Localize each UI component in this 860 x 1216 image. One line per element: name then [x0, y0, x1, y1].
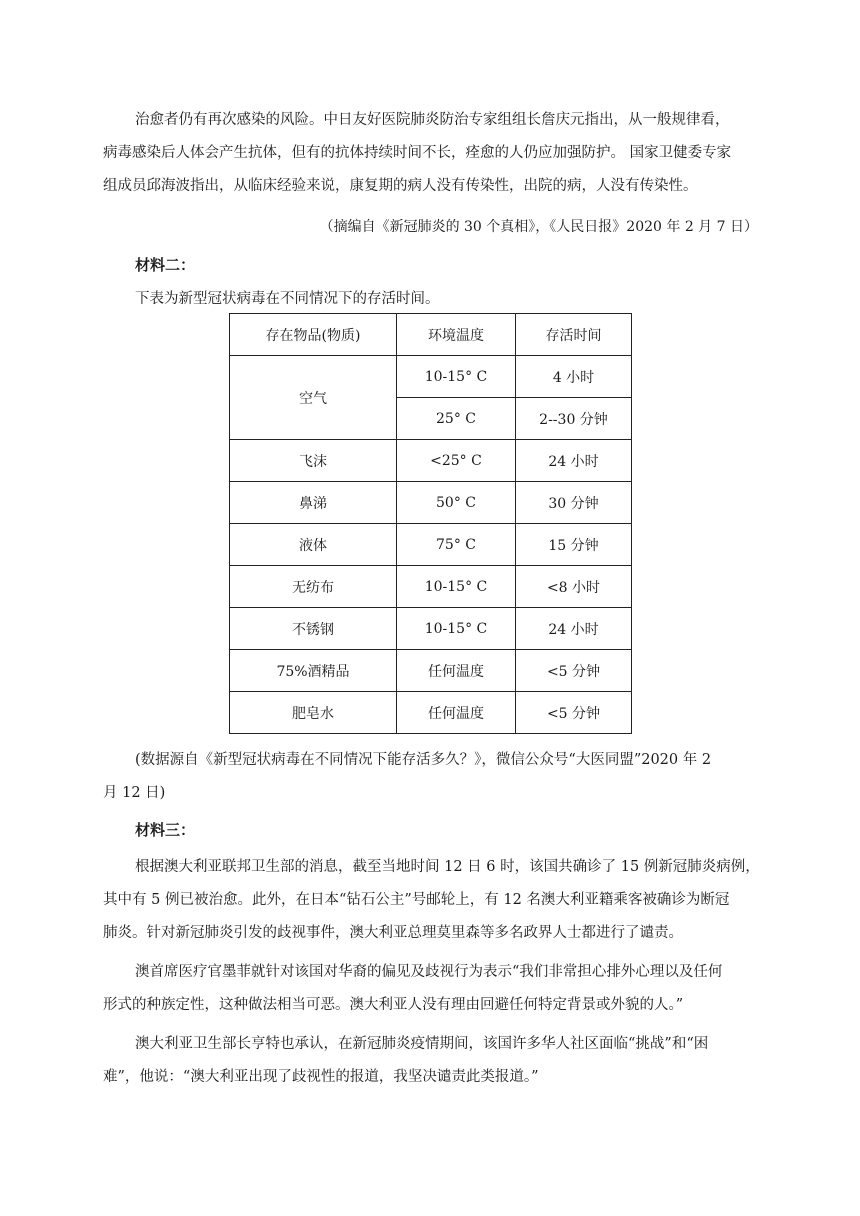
cell-item: 75%酒精品 — [230, 650, 397, 692]
cell-survival-time: 2--30 分钟 — [516, 398, 632, 440]
cell-temperature: 50° C — [397, 482, 516, 524]
table-row — [230, 608, 632, 650]
cell-temperature: 10-15° C — [397, 608, 516, 650]
table-row — [230, 692, 632, 734]
material2-intro: 下表为新型冠状病毒在不同情况下的存活时间。 — [135, 291, 440, 307]
cell-item: 无纺布 — [230, 566, 397, 608]
source-citation-1: （摘编自《新冠肺炎的 30 个真相》，《人民日报》2020 年 2 月 7 日） — [319, 219, 758, 235]
header-survival-time: 存活时间 — [516, 314, 632, 356]
header-item: 存在物品(物质) — [230, 314, 397, 356]
cell-temperature: <25° C — [397, 440, 516, 482]
para1-line-1: 治愈者仍有再次感染的风险。中日友好医院肺炎防治专家组组长詹庆元指出，从一般规律看， — [135, 112, 730, 128]
table-row — [230, 566, 632, 608]
cell-temperature: 75° C — [397, 524, 516, 566]
table-row — [230, 440, 632, 482]
para1-line-3: 组成员邱海波指出，从临床经验来说，康复期的病人没有传染性，出院的病，人没有传染性。 — [103, 178, 698, 194]
cell-item: 液体 — [230, 524, 397, 566]
cell-temperature: 任何温度 — [397, 650, 516, 692]
cell-survival-time: <5 分钟 — [516, 692, 632, 734]
material3-p1-line-3: 肺炎。针对新冠肺炎引发的歧视事件，澳大利亚总理莫里森等多名政界人士都进行了谴责。 — [103, 925, 683, 941]
cell-survival-time: 30 分钟 — [516, 482, 632, 524]
para1-line-2: 病毒感染后人体会产生抗体，但有的抗体持续时间不长，痊愈的人仍应加强防护。 国家卫健委专家 — [103, 145, 732, 161]
table-row — [230, 524, 632, 566]
material3-p3-line-2: 难”，他说：“澳大利亚出现了歧视性的报道，我坚决谴责此类报道。” — [103, 1069, 539, 1085]
table-row — [230, 356, 632, 398]
material3-heading: 材料三： — [135, 821, 196, 839]
header-temperature: 环境温度 — [397, 314, 516, 356]
virus-survival-table — [229, 313, 632, 734]
cell-item-air: 空气 — [230, 356, 397, 440]
cell-survival-time: <5 分钟 — [516, 650, 632, 692]
cell-item: 不锈钢 — [230, 608, 397, 650]
table-row — [230, 482, 632, 524]
cell-survival-time: 24 小时 — [516, 608, 632, 650]
cell-temperature: 25° C — [397, 398, 516, 440]
cell-item: 鼻涕 — [230, 482, 397, 524]
cell-survival-time: <8 小时 — [516, 566, 632, 608]
material3-p1-line-1: 根据澳大利亚联邦卫生部的消息，截至当地时间 12 日 6 时，该国共确诊了 15 例新冠肺炎病例， — [135, 859, 760, 875]
table-header-row — [230, 314, 632, 356]
material2-heading: 材料二： — [135, 256, 196, 274]
material2-source-line-1: (数据源自《新型冠状病毒在不同情况下能存活多久？》，微信公众号“大医同盟”2020 年 2 — [135, 752, 712, 768]
cell-survival-time: 24 小时 — [516, 440, 632, 482]
cell-survival-time: 4 小时 — [516, 356, 632, 398]
cell-temperature: 10-15° C — [397, 356, 516, 398]
material3-p1-line-2: 其中有 5 例已被治愈。此外，在日本“钻石公主”号邮轮上，有 12 名澳大利亚籍乘客被确诊为断冠 — [103, 892, 730, 908]
cell-temperature: 10-15° C — [397, 566, 516, 608]
cell-item: 飞沫 — [230, 440, 397, 482]
table-row — [230, 650, 632, 692]
material3-p2-line-1: 澳首席医疗官墨菲就针对该国对华裔的偏见及歧视行为表示“我们非常担心排外心理以及任何 — [135, 964, 723, 980]
cell-survival-time: 15 分钟 — [516, 524, 632, 566]
material3-p3-line-1: 澳大利亚卫生部长亨特也承认，在新冠肺炎疫情期间，该国许多华人社区面临“挑战”和“困 — [135, 1036, 709, 1052]
cell-item: 肥皂水 — [230, 692, 397, 734]
material3-p2-line-2: 形式的种族定性，这种做法相当可恶。澳大利亚人没有理由回避任何特定背景或外貌的人。” — [103, 997, 684, 1013]
material2-source-line-2: 月 12 日) — [103, 785, 166, 801]
cell-temperature: 任何温度 — [397, 692, 516, 734]
